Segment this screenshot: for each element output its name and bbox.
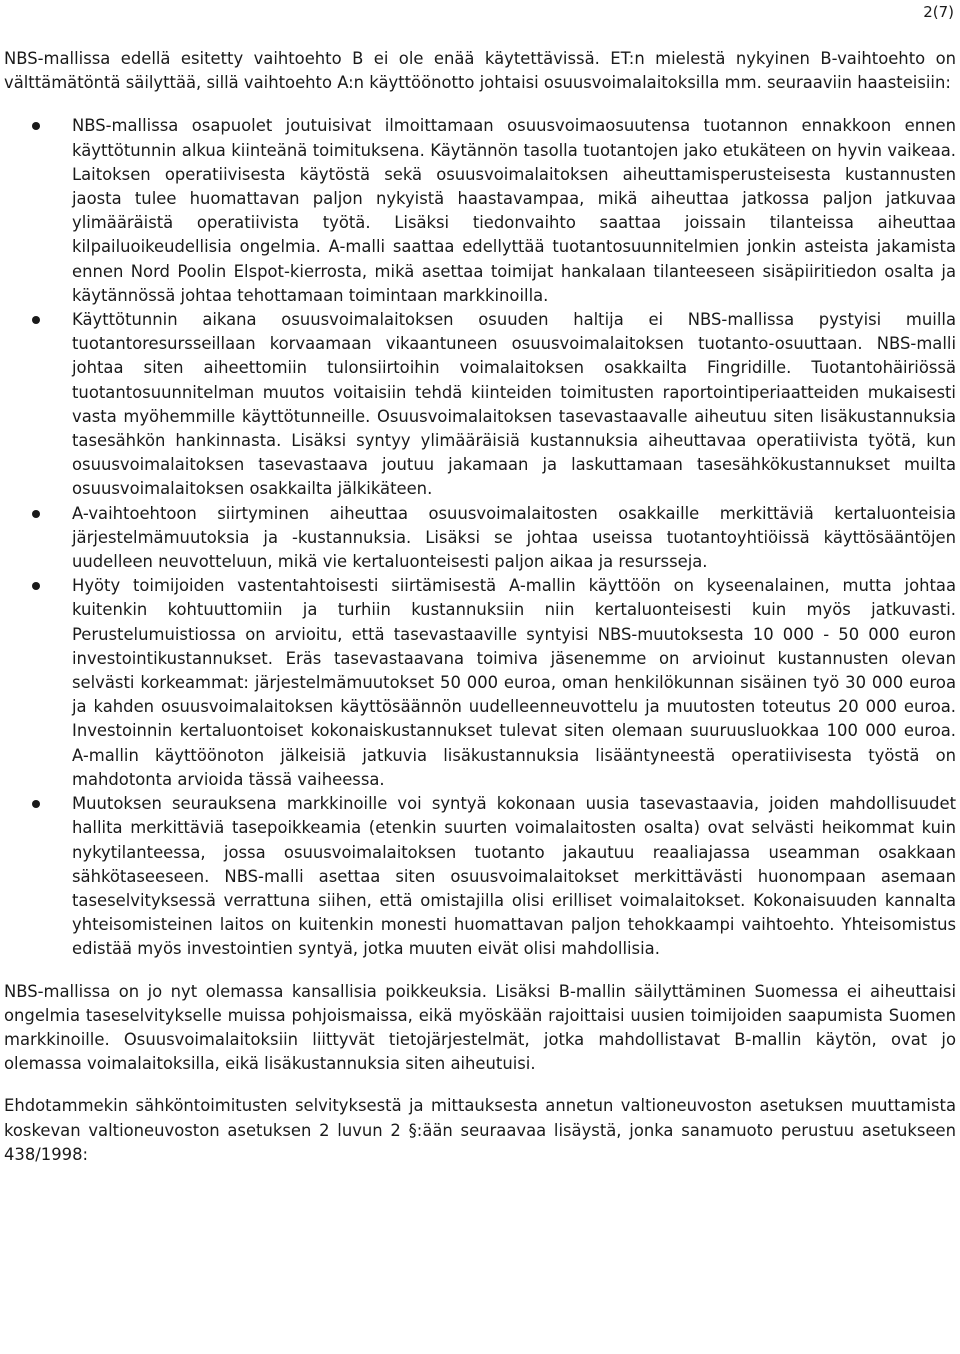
- page-number: 2(7): [923, 3, 954, 21]
- list-item-text: Käyttötunnin aikana osuusvoimalaitoksen osuuden haltija ei NBS-mallissa pystyisi muilla tuotantoresursseillaan korvaamaan vikaantuneen osuusvoimalaitoksen tuotanto-osuuttaan. NBS-malli johtaa siten aiheettomiin tulonsiirtoihin voimalaitoksen osakkailta Fingridille. Tuotantohäiriössä tuotantosuunnitelman muutos voitaisiin tehdä kiinteiden toimitusten raportointiperiaatteiden mukaisesti vasta myöhemmille käyttötunneille. Osuusvoimalaitoksen tasevastaavalle aiheutuu siten lisäkustannuksia tasesähkön hankinnasta. Lisäksi syntyy ylimääräisiä kustannuksia aiheuttavaa operatiivista työtä, kun osuusvoimalaitoksen tasevastaava joutuu jakamaan ja laskuttamaan tasesähkökustannukset muilta osuusvoimalaitoksen osakkailta jälkikäteen.: [72, 310, 956, 499]
- intro-paragraph: NBS-mallissa edellä esitetty vaihtoehto B ei ole enää käytettävissä. ET:n mielestä nykyinen B-vaihtoehto on välttämätöntä säilyttää, sillä vaihtoehto A:n käyttöönotto johtaisi osuusvoimalaitoksilla mm. seuraaviin haasteisiin:: [4, 49, 956, 93]
- list-item: [4, 502, 956, 575]
- document-body: [4, 47, 956, 1167]
- list-item: [4, 574, 956, 792]
- list-item: [4, 114, 956, 308]
- list-item: [4, 792, 956, 961]
- bullet-icon: [32, 316, 40, 324]
- list-item-text: NBS-mallissa osapuolet joutuisivat ilmoittamaan osuusvoimaosuutensa tuotannon ennakkoon ennen käyttötunnin alkua kiinteänä toimituksena. Käytännön tasolla tuotantojen jako etukäteen on hyvin vaikeaa. Laitoksen operatiivisesta käytöstä sekä osuusvoimalaitoksen aiheuttamisperusteisesta kustannusten jaosta tulee huomattavan paljon nykyistä haastavampaa, mikä aiheuttaa jatkossa paljon jatkuvaa ylimääräistä operatiivista työtä. Lisäksi tiedonvaihto saattaa joissain tilanteissa aiheuttaa kilpailuoikeudellisia ongelmia. A-malli saattaa edellyttää tuotantosuunnitelmien jonkin asteista jakamista ennen Nord Poolin Elspot-kierrosta, mikä asettaa toimijat hankalaan tilanteeseen sisäpiiritiedon osalta ja käytännössä johtaa tehottamaan toimintaan markkinoilla.: [72, 116, 956, 305]
- bullet-icon: [32, 582, 40, 590]
- exceptions-paragraph: NBS-mallissa on jo nyt olemassa kansallisia poikkeuksia. Lisäksi B-mallin säilyttäminen Suomessa ei aiheuttaisi ongelmia taseselvitykselle muissa pohjoismaissa, eikä myöskään rajoittaisi uusien toimijoiden saapumista Suomen markkinoille. Osuusvoimalaitoksiin liittyvät tietojärjestelmät, jotka mahdollistavat B-mallin käytön, ovat jo olemassa voimalaitoksilla, eikä lisäkustannuksia siten aiheutuisi.: [4, 981, 956, 1074]
- proposal-paragraph: Ehdotammekin sähköntoimitusten selvityksestä ja mittauksesta annetun valtioneuvoston asetuksen muuttamista koskevan valtioneuvoston asetuksen 2 luvun 2 §:ään seuraavaa lisäystä, jonka sanamuoto perustuu asetukseen 438/1998:: [4, 1096, 956, 1164]
- list-item-text: Muutoksen seurauksena markkinoille voi syntyä kokonaan uusia tasevastaavia, joiden mahdollisuudet hallita merkittäviä tasepoikkeamia (etenkin suurten voimalaitosten osalta) ovat selvästi heikommat kuin nykytilanteessa, jossa osuusvoimalaitoksen tuotanto jakautuu reaaliajassa useamman osakkaan sähkötaseeseen. NBS-malli asettaa siten osuusvoimalaitokset merkittävästi huonompaan asemaan taseselvityksessä verrattuna siihen, että omistajilla olisi erilliset voimalaitokset. Kokonaisuuden kannalta yhteisomisteinen laitos on kuitenkin monesti huomattavan paljon tehokkaampi vaihtoehto. Yhteisomistus edistää myös investointien syntyä, jotka muuten eivät olisi mahdollisia.: [72, 794, 956, 959]
- list-item-text: Hyöty toimijoiden vastentahtoisesti siirtämisestä A-mallin käyttöön on kyseenalainen, mutta johtaa kuitenkin kohtuuttomiin ja turhiin kustannuksiin niin kertaluonteisesti kuin myös jatkuvasti. Perustelumuistiossa on arvioitu, että tasevastaaville syntyisi NBS-muutoksesta 10 000 - 50 000 euron investointikustannukset. Eräs tasevastaavana toimiva jäsenemme on arvioinut kustannusten olevan selvästi korkeammat: järjestelmämuutokset 50 000 euroa, oman henkilökunnan sisäinen työ 30 000 euroa ja kahden osuusvoimalaitoksen käyttösäännön uudelleenneuvottelu ja muutosten toteutus 20 000 euroa. Investoinnin kertaluontoiset kokonaiskustannukset tulevat siten olemaan suuruusluokkaa 100 000 euroa. A-mallin käyttöönoton jälkeisiä jatkuvia lisäkustannuksia lisääntyneestä operatiivisesta työstä on mahdotonta arvioida tässä vaiheessa.: [72, 576, 956, 789]
- challenges-list: [4, 114, 956, 961]
- bullet-icon: [32, 800, 40, 808]
- bullet-icon: [32, 510, 40, 518]
- bullet-icon: [32, 122, 40, 130]
- list-item-text: A-vaihtoehtoon siirtyminen aiheuttaa osuusvoimalaitosten osakkaille merkittäviä kertaluonteisia järjestelmämuutoksia ja -kustannuksia. Lisäksi se johtaa useissa tuotantoyhtiöissä käyttösääntöjen uudelleen neuvotteluun, mikä vie kertaluonteisesti paljon aikaa ja resursseja.: [72, 503, 956, 572]
- list-item: [4, 308, 956, 502]
